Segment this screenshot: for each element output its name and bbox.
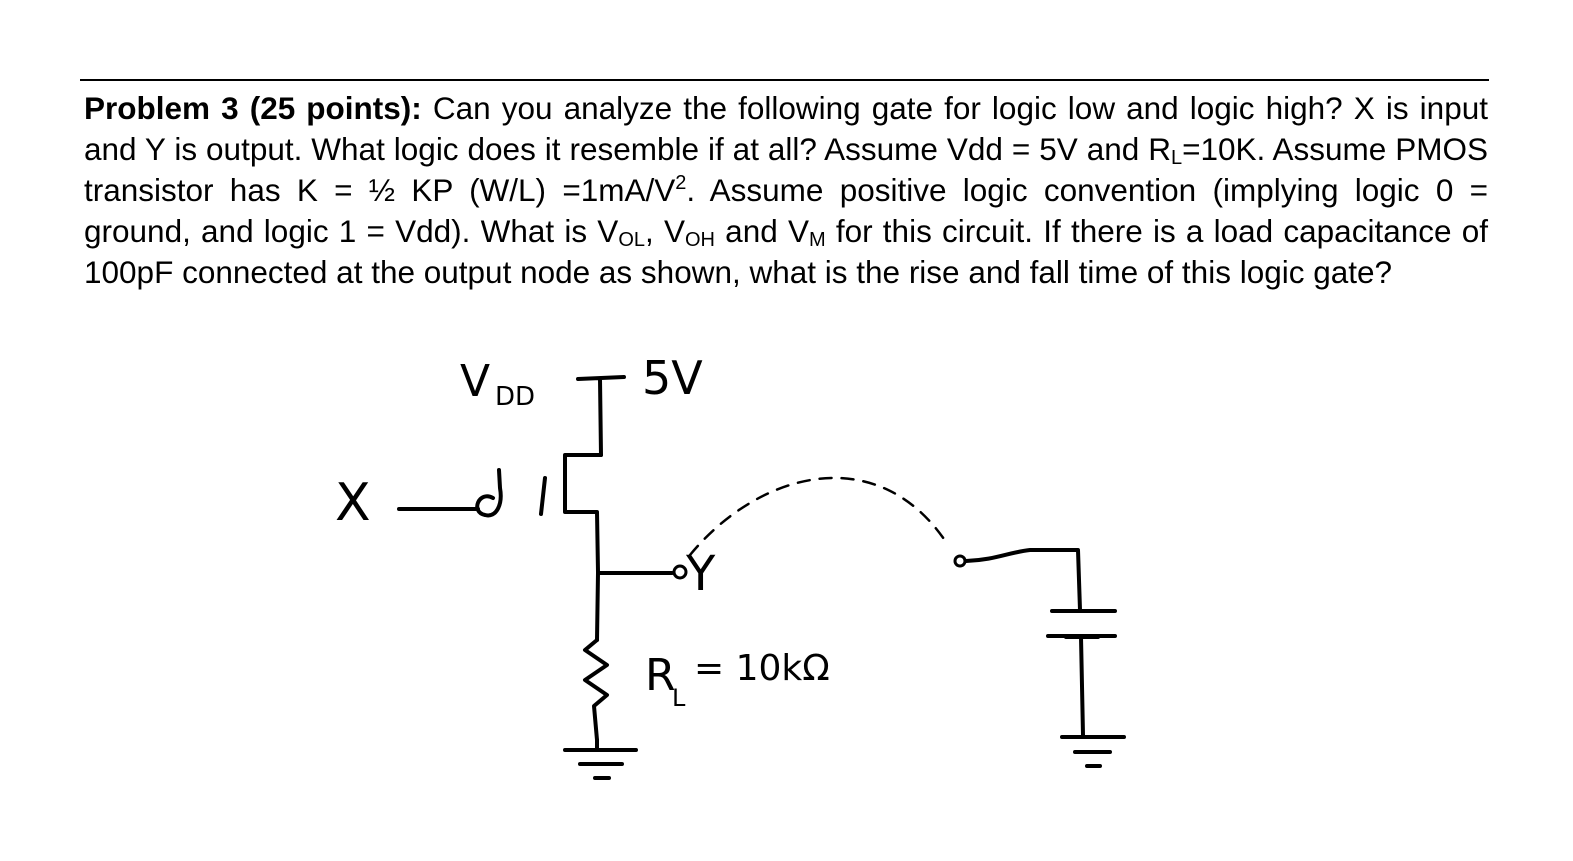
gate-bubble: [477, 470, 500, 515]
problem-text-5: and V: [714, 213, 809, 249]
load-resistor: [585, 640, 607, 740]
squared-superscript: 2: [675, 172, 687, 194]
voh-subscript: OH: [684, 229, 715, 251]
cap-lead: [1081, 637, 1083, 735]
ground-symbol: [565, 750, 636, 778]
rl-value-label: = 10kΩ: [694, 648, 830, 689]
vdd-label: V: [460, 356, 491, 407]
vol-subscript: OL: [618, 229, 645, 251]
pmos-gate: [541, 478, 545, 514]
output-y-label: Y: [686, 546, 716, 602]
problem-text-1: Can you analyze the following gate for logic low and logic high? X is input and Y is output. What logic does it resemble if at all? Assume Vdd = 5V and R: [84, 90, 1488, 167]
output-terminal: [674, 566, 686, 578]
input-x-label: X: [335, 473, 371, 533]
vm-subscript: M: [808, 229, 826, 251]
problem-text-4: , V: [645, 213, 685, 249]
problem-heading: Problem 3 (25 points):: [84, 90, 422, 126]
cap-ground: [1062, 737, 1124, 766]
rl-subscript: L: [1170, 147, 1183, 169]
vdd-tee: [578, 377, 624, 455]
rl-label-subscript: L: [672, 684, 686, 712]
load-capacitor: [1048, 611, 1115, 637]
cap-wire: [966, 550, 1080, 610]
problem-text-2: =10K. Assume PMOS transistor has K = ½ KP (W/L) =1mA/V: [84, 131, 1488, 208]
vdd-subscript: DD: [495, 382, 536, 412]
supply-voltage-label: 5V: [642, 351, 703, 405]
rl-label: R: [645, 650, 676, 701]
cap-terminal: [955, 556, 965, 566]
pmos-channel: [565, 455, 601, 572]
problem-text-6: for this circuit. If there is a load capacitance of 100pF connected at the output node as shown, what is the rise and fall time of this logic gate?: [84, 213, 1488, 290]
problem-text-3: . Assume positive logic convention (implying logic 0 = ground, and logic 1 = Vdd). What is V: [84, 172, 1489, 249]
dashed-connector: [690, 478, 948, 555]
resistor-lead: [597, 573, 598, 640]
